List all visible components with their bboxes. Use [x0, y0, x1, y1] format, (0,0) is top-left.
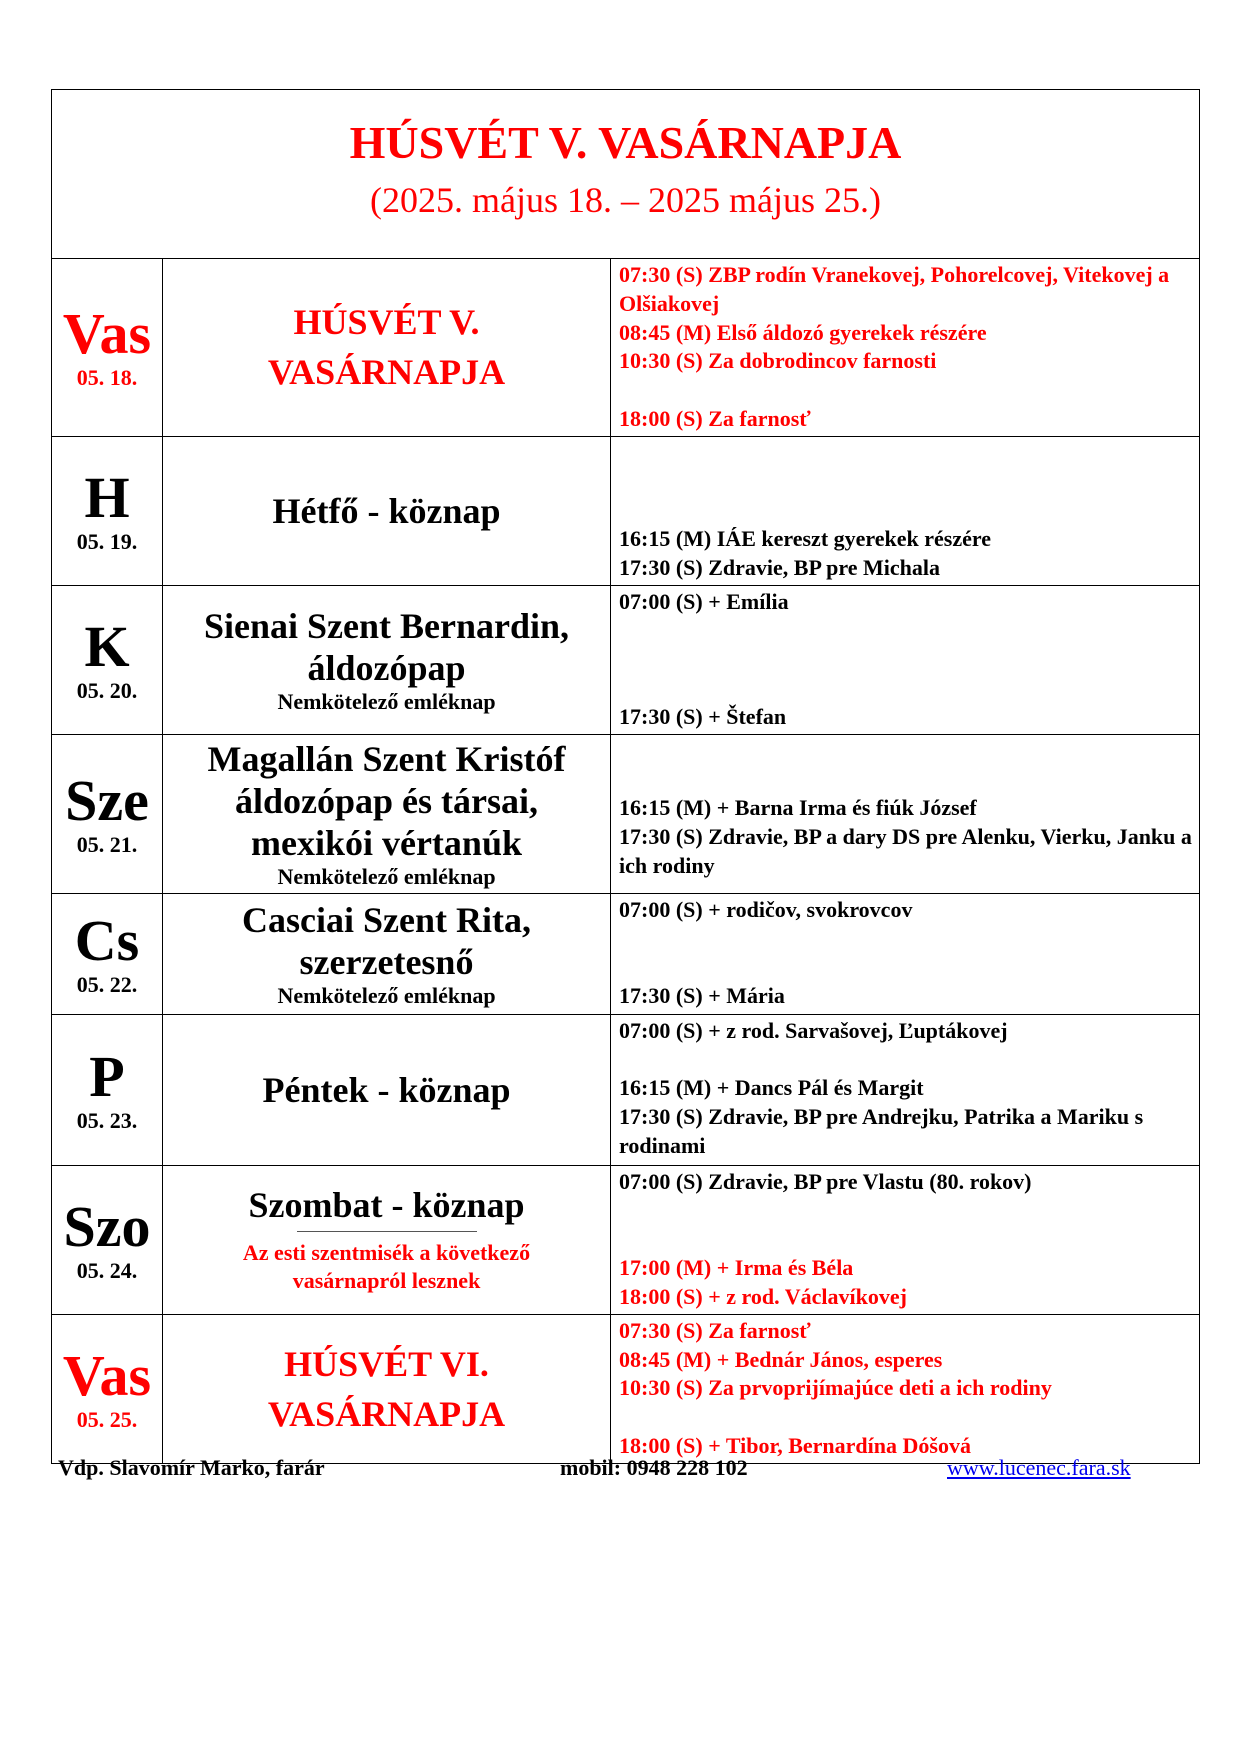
day-cell [52, 1314, 163, 1463]
feast-name-line: áldozópap és társai, [234, 780, 538, 821]
mass-entry: 18:00 (S) Za farnosť [619, 405, 811, 431]
mass-entry: 08:45 (M) Első áldozó gyerekek részére [619, 319, 987, 345]
mass-entry: 08:45 (M) + Bednár János, esperes [619, 1346, 943, 1372]
note-divider [297, 1231, 477, 1232]
mass-list-cell [611, 585, 1200, 734]
mass-spacer [619, 439, 1193, 468]
feast-name-line: szerzetesnő [299, 941, 474, 982]
mass-entry: 17:30 (S) + Štefan [619, 703, 787, 729]
mass-list-cell [611, 893, 1200, 1014]
mass-spacer [619, 617, 1193, 646]
day-row [52, 436, 1200, 585]
feast-cell [163, 585, 611, 734]
day-abbreviation: H [84, 464, 130, 530]
mass-entry: 07:00 (S) + rodičov, svokrovcov [619, 896, 913, 922]
day-row [52, 734, 1200, 893]
mass-entry: 16:15 (M) + Barna Irma és fiúk József [619, 795, 977, 821]
website-link[interactable]: www.lucenec.fara.sk [947, 1455, 1131, 1480]
mass-spacer [619, 376, 1193, 405]
day-cell [52, 734, 163, 893]
mass-entry: 17:30 (S) Zdravie, BP a dary DS pre Alenku, Vierku, Janku a ich rodiny [619, 824, 1192, 878]
mass-list-cell [611, 734, 1200, 893]
day-cell [52, 436, 163, 585]
day-cell [52, 1165, 163, 1314]
mass-entry: 07:00 (S) Zdravie, BP pre Vlastu (80. rokov) [619, 1168, 1032, 1194]
document-title: HÚSVÉT V. VASÁRNAPJA [349, 117, 902, 168]
feast-name-line: Sienai Szent Bernardin, [203, 605, 570, 646]
day-row [52, 1014, 1200, 1165]
day-cell [52, 585, 163, 734]
day-cell [52, 259, 163, 437]
day-row [52, 1314, 1200, 1463]
day-abbreviation: Sze [65, 767, 149, 833]
memorial-label: Nemkötelező emléknap [277, 982, 496, 1008]
day-row [52, 259, 1200, 437]
feast-name-line: Magallán Szent Kristóf [207, 738, 566, 779]
feast-name-line: HÚSVÉT V. [293, 302, 480, 343]
day-date: 05. 19. [76, 528, 138, 554]
priest-name: Vdp. Slavomír Marko, farár [58, 1455, 325, 1480]
day-row [52, 893, 1200, 1014]
mass-spacer [619, 468, 1193, 497]
feast-name-line: VASÁRNAPJA [267, 1393, 506, 1434]
day-rows [52, 259, 1200, 1464]
mass-entry: 07:00 (S) + z rod. Sarvašovej, Ľuptákovej [619, 1017, 1008, 1043]
mass-entry: 16:15 (M) IÁE kereszt gyerekek részére [619, 526, 992, 552]
schedule-header [52, 90, 1200, 259]
mass-spacer [619, 766, 1193, 795]
day-date: 05. 23. [76, 1107, 138, 1133]
day-abbreviation: Vas [62, 301, 152, 367]
mass-list-cell [611, 1165, 1200, 1314]
mass-spacer [619, 1046, 1193, 1075]
mass-entry: 07:30 (S) ZBP rodín Vranekovej, Pohorelcovej, Vitekovej a Olšiakovej [619, 262, 1170, 316]
feast-cell [163, 259, 611, 437]
mass-spacer [619, 496, 1193, 525]
mass-spacer [619, 737, 1193, 766]
day-date: 05. 24. [76, 1257, 138, 1283]
day-cell [52, 893, 163, 1014]
footer [58, 1455, 1158, 1485]
feast-name-line: áldozópap [307, 647, 466, 688]
feast-name-line: Szombat - köznap [248, 1185, 525, 1226]
feast-name-line: Hétfő - köznap [272, 490, 501, 531]
feast-name-line: mexikói vértanúk [250, 822, 522, 863]
mass-spacer [619, 645, 1193, 674]
day-abbreviation: P [89, 1043, 125, 1109]
schedule-header-row [52, 90, 1200, 259]
feast-cell [163, 893, 611, 1014]
day-row [52, 585, 1200, 734]
feast-cell [163, 1314, 611, 1463]
day-date: 05. 21. [76, 831, 138, 857]
mass-entry: 17:30 (S) Zdravie, BP pre Michala [619, 554, 941, 580]
schedule-table [51, 89, 1200, 1464]
mass-spacer [619, 1225, 1193, 1254]
day-abbreviation: Szo [63, 1193, 151, 1259]
evening-mass-note: vasárnapról lesznek [292, 1268, 481, 1294]
phone-number: mobil: 0948 228 102 [560, 1455, 748, 1480]
mass-entry: 17:30 (S) + Mária [619, 983, 785, 1009]
day-cell [52, 1014, 163, 1165]
evening-mass-note: Az esti szentmisék a következő [242, 1240, 531, 1266]
day-date: 05. 20. [76, 677, 138, 703]
feast-cell [163, 436, 611, 585]
mass-entry: 10:30 (S) Za dobrodincov farnosti [619, 348, 937, 374]
mass-entry: 07:30 (S) Za farnosť [619, 1317, 811, 1343]
mass-spacer [619, 1403, 1193, 1432]
mass-spacer [619, 925, 1193, 954]
mass-entry: 17:30 (S) Zdravie, BP pre Andrejku, Patrika a Mariku s rodinami [619, 1104, 1144, 1158]
day-date: 05. 22. [76, 971, 138, 997]
mass-list-cell [611, 259, 1200, 437]
day-row [52, 1165, 1200, 1314]
mass-spacer [619, 953, 1193, 982]
feast-name-line: HÚSVÉT VI. [284, 1343, 489, 1384]
mass-entry: 07:00 (S) + Emília [619, 588, 789, 614]
day-abbreviation: K [84, 613, 130, 679]
mass-entry: 18:00 (S) + z rod. Václavíkovej [619, 1283, 907, 1309]
feast-name-line: Casciai Szent Rita, [242, 899, 531, 940]
day-date: 05. 18. [76, 365, 138, 391]
feast-cell [163, 1014, 611, 1165]
mass-entry: 16:15 (M) + Dancs Pál és Margit [619, 1075, 924, 1101]
feast-name-line: Péntek - köznap [262, 1069, 511, 1110]
feast-cell [163, 734, 611, 893]
day-date: 05. 25. [76, 1406, 138, 1432]
memorial-label: Nemkötelező emléknap [277, 688, 496, 714]
feast-name-line: VASÁRNAPJA [267, 352, 506, 393]
day-abbreviation: Cs [74, 907, 140, 973]
mass-spacer [619, 1197, 1193, 1226]
day-abbreviation: Vas [62, 1342, 152, 1408]
mass-list-cell [611, 1014, 1200, 1165]
mass-entry: 18:00 (S) + Tibor, Bernardína Dóšová [619, 1432, 971, 1458]
mass-spacer [619, 674, 1193, 703]
mass-entry: 10:30 (S) Za prvoprijímajúce deti a ich rodiny [619, 1375, 1052, 1401]
feast-cell [163, 1165, 611, 1314]
mass-list-cell [611, 1314, 1200, 1463]
date-range-subtitle: (2025. május 18. – 2025 május 25.) [370, 180, 881, 220]
mass-list-cell [611, 436, 1200, 585]
memorial-label: Nemkötelező emléknap [277, 863, 496, 889]
mass-entry: 17:00 (M) + Irma és Béla [619, 1255, 854, 1281]
